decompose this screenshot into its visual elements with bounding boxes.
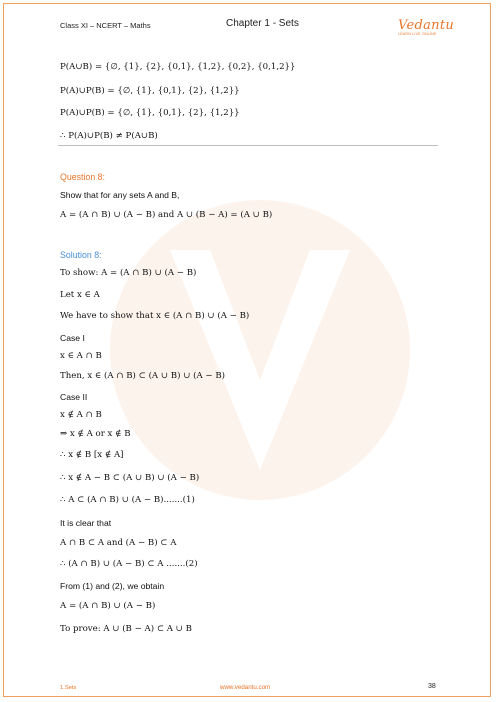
solution-line: To show: A = (A ∩ B) ∪ (A − B) — [60, 268, 197, 278]
section-divider — [58, 145, 438, 146]
solution-line: It is clear that — [60, 518, 112, 528]
intro-line: P(A∪B) = {∅, {1}, {2}, {0,1}, {1,2}, {0,2}, {0,1,2}} — [60, 62, 296, 72]
intro-line: P(A)∪P(B) = {∅, {1}, {0,1}, {2}, {1,2}} — [60, 108, 240, 118]
intro-line: ∴ P(A)∪P(B) ≠ P(A∪B) — [60, 131, 158, 141]
solution-line: Let x ∈ A — [60, 290, 100, 300]
page-number: 38 — [428, 683, 436, 690]
logo-brand: Vedantu — [398, 18, 455, 33]
solution-line: x ∉ A ∩ B — [60, 410, 102, 420]
question-heading: Question 8: — [60, 172, 105, 182]
solution-line: A ∩ B ⊂ A and (A − B) ⊂ A — [60, 538, 177, 548]
solution-line: Case I — [60, 333, 85, 343]
solution-line: To prove: A ∪ (B − A) ⊂ A ∪ B — [60, 624, 192, 634]
solution-line: ∴ x ∉ B [x ∉ A] — [60, 450, 124, 460]
question-text: Show that for any sets A and B, — [60, 190, 180, 200]
solution-line: x ∈ A ∩ B — [60, 351, 102, 361]
footer-website-link[interactable]: www.vedantu.com — [220, 684, 271, 691]
solution-line: ⇒ x ∉ A or x ∉ B — [60, 429, 131, 439]
solution-line: Case II — [60, 392, 88, 402]
solution-line: We have to show that x ∈ (A ∩ B) ∪ (A − B) — [60, 311, 250, 321]
chapter-title: Chapter 1 - Sets — [226, 18, 299, 29]
question-formula: A = (A ∩ B) ∪ (A − B) and A ∪ (B − A) = (A ∪ B) — [60, 210, 273, 220]
solution-line: From (1) and (2), we obtain — [60, 581, 165, 591]
solution-heading: Solution 8: — [60, 250, 102, 260]
header-class-label: Class XI – NCERT – Maths — [60, 21, 151, 30]
intro-line: P(A)∪P(B) = {∅, {1}, {0,1}, {2}, {1,2}} — [60, 86, 240, 96]
solution-line: ∴ x ∉ A − B ⊂ (A ∪ B) ∪ (A − B) — [60, 473, 200, 483]
solution-line: ∴ (A ∩ B) ∪ (A − B) ⊂ A .......(2) — [60, 559, 198, 569]
solution-line: A = (A ∩ B) ∪ (A − B) — [60, 601, 156, 611]
vedantu-logo — [398, 18, 454, 44]
solution-line: ∴ A ⊂ (A ∩ B) ∪ (A − B).......(1) — [60, 495, 195, 505]
logo-tagline: LEARN LIVE ONLINE — [398, 32, 437, 36]
footer-chapter: 1.Sets — [60, 685, 77, 691]
solution-line: Then, x ∈ (A ∩ B) ⊂ (A ∪ B) ∪ (A − B) — [60, 371, 226, 381]
